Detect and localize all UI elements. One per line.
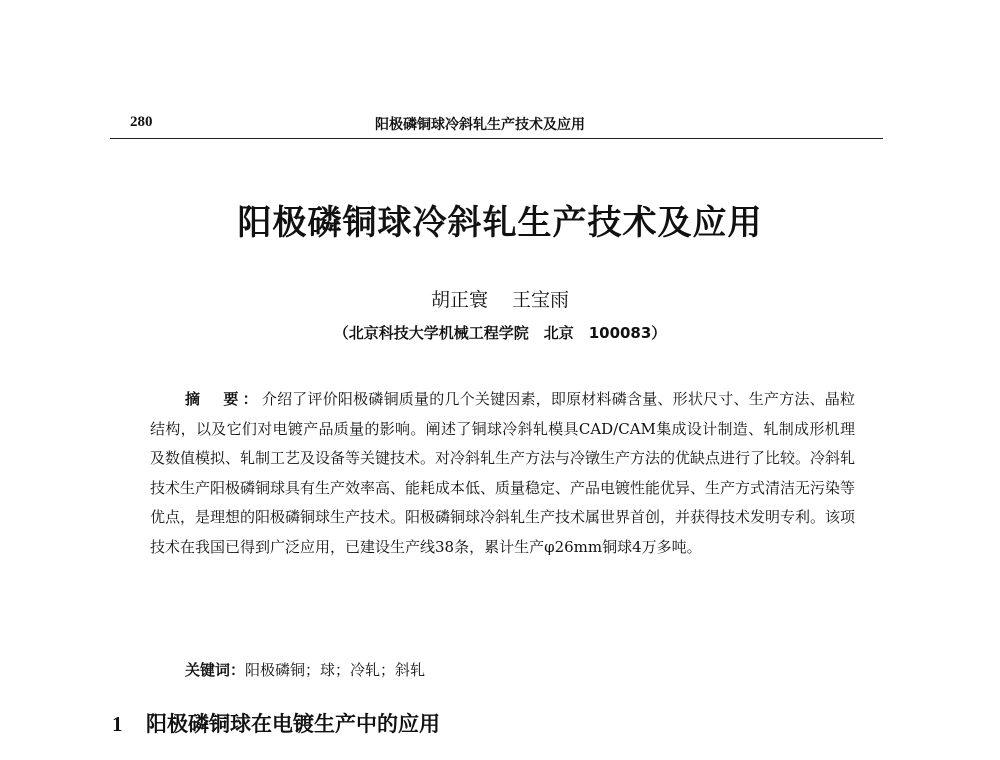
section-heading	[112, 708, 440, 738]
keywords-label: 关键词：	[185, 661, 246, 679]
authors: 胡正寰 王宝雨	[430, 289, 570, 311]
abstract-text: 介绍了评价阳极磷铜质量的几个关键因素，即原材料磷含量、形状尺寸、生产方法、晶粒结构，以及它们对电镀产品质量的影响。阐述了铜球冷斜轧模具CAD/CAM集成设计制造、轧制成形机理及数值模拟、轧制工艺及设备等关键技术。对冷斜轧生产方法与冷镦生产方法的优缺点进行了比较。冷斜轧技术生产阳极磷铜球具有生产效率高、能耗成本低、质量稳定、产品电镀性能优异、生产方式清洁无污染等优点，是理想的阳极磷铜球生产技术。阳极磷铜球冷斜轧生产技术属世界首创，并获得技术发明专利。该项技术在我国已得到广泛应用，已建设生产线38条，累计生产φ26mm铜球4万多吨。	[150, 390, 856, 556]
keywords	[185, 659, 425, 680]
running-header	[110, 104, 883, 134]
section-number: 1	[112, 712, 123, 736]
running-title: 阳极磷铜球冷斜轧生产技术及应用	[375, 117, 585, 133]
abstract-label: 摘 要：	[185, 390, 262, 408]
header-divider	[110, 138, 883, 139]
abstract	[150, 385, 855, 562]
page-number: 280	[130, 114, 153, 130]
affiliation: （北京科技大学机械工程学院 北京 100083）	[333, 324, 667, 342]
paper-title: 阳极磷铜球冷斜轧生产技术及应用	[237, 203, 763, 243]
section-title: 阳极磷铜球在电镀生产中的应用	[146, 712, 440, 736]
keywords-text: 阳极磷铜；球；冷轧；斜轧	[245, 661, 426, 679]
